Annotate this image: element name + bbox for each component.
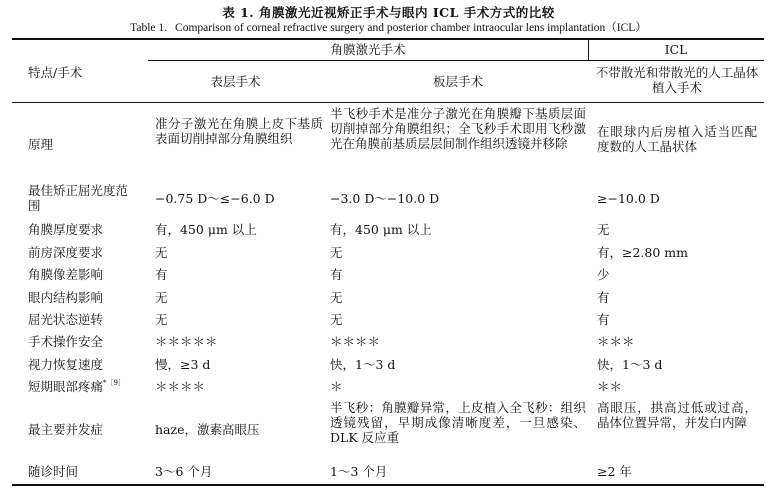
- row-chamber-depth-icl: 有，≥2.80 mm: [597, 245, 688, 260]
- header-laser-group: 角膜激光手术: [330, 42, 406, 57]
- header-lamellar: 板层手术: [432, 74, 483, 89]
- row-cornea-thickness-lamellar: 有，450 μm 以上: [330, 222, 432, 237]
- row-reversal-icl: 有: [597, 312, 610, 327]
- row-followup-feature: 随诊时间: [28, 464, 79, 479]
- row-pain-lamellar: ＊: [330, 379, 343, 394]
- row-intraocular-feature: 眼内结构影响: [28, 290, 104, 305]
- row-safety-surface: ＊＊＊＊＊: [155, 334, 218, 349]
- row-chamber-depth-surface: 无: [155, 245, 168, 260]
- row-cornea-thickness-icl: 无: [597, 222, 610, 237]
- row-chamber-depth-feature: 前房深度要求: [28, 245, 104, 260]
- header-rule: [12, 102, 764, 103]
- row-followup-surface: 3～6 个月: [155, 464, 213, 479]
- table-caption-en: [0, 19, 777, 35]
- header-icl-sub: 不带散光和带散光的人工晶体植入手术: [595, 65, 759, 95]
- header-surface: 表层手术: [210, 74, 261, 89]
- header-icl-group: ICL: [664, 42, 688, 57]
- row-range-icl: ≥−10.0 D: [597, 191, 660, 206]
- row-aberration-lamellar: 有: [330, 267, 343, 282]
- row-followup-icl: ≥2 年: [597, 464, 632, 479]
- row-reversal-feature: 屈光状态逆转: [28, 312, 104, 327]
- row-pain-feature: [28, 379, 125, 397]
- row-cornea-thickness-surface: 有，450 μm 以上: [155, 222, 257, 237]
- row-complication-lamellar: 半飞秒：角膜瓣异常，上皮植入全飞秒：组织透镜残留，早期成像清晰度差，一旦感染、DLK 反应重: [330, 400, 586, 445]
- row-followup-lamellar: 1～3 个月: [330, 464, 388, 479]
- row-intraocular-surface: 无: [155, 290, 168, 305]
- table-label-en: Table 1.: [130, 22, 168, 34]
- row-cornea-thickness-feature: 角膜厚度要求: [28, 222, 104, 237]
- group-underline: [148, 60, 764, 61]
- row-recovery-icl: 快，1～3 d: [597, 357, 663, 372]
- row-pain-feature-label: 短期眼部疼痛: [28, 379, 104, 394]
- row-chamber-depth-lamellar: 无: [330, 245, 343, 260]
- row-aberration-feature: 角膜像差影响: [28, 267, 104, 282]
- row-aberration-icl: 少: [597, 267, 610, 282]
- row-principle-feature: 原理: [28, 137, 54, 152]
- row-intraocular-lamellar: 无: [330, 290, 343, 305]
- bottom-rule: [12, 484, 764, 486]
- row-principle-lamellar: 半飞秒手术是准分子激光在角膜瓣下基质层面切削掉部分角膜组织；全飞秒手术即用飞秒激光在角膜前基质层层间制作组织透镜并移除: [330, 106, 586, 151]
- row-reversal-surface: 无: [155, 312, 168, 327]
- top-rule: [12, 38, 764, 40]
- row-complication-surface: haze，激素高眼压: [155, 422, 260, 437]
- row-pain-citation: *［9］: [103, 379, 125, 387]
- row-safety-lamellar: ＊＊＊＊: [330, 334, 381, 349]
- header-feature: 特点/手术: [28, 65, 83, 80]
- row-pain-icl: ＊＊: [597, 379, 623, 394]
- row-pain-surface: ＊＊＊＊: [155, 379, 206, 394]
- row-range-surface: −0.75 D～≤−6.0 D: [155, 191, 275, 206]
- row-aberration-surface: 有: [155, 267, 168, 282]
- row-recovery-lamellar: 快，1～3 d: [330, 357, 396, 372]
- row-range-lamellar: −3.0 D～−10.0 D: [330, 191, 440, 206]
- row-safety-feature: 手术操作安全: [28, 334, 104, 349]
- row-complication-feature: 最主要并发症: [28, 422, 104, 437]
- row-principle-icl: 在眼球内后房植入适当匹配度数的人工晶状体: [597, 124, 757, 154]
- row-principle-surface: 准分子激光在角膜上皮下基质表面切削掉部分角膜组织: [155, 116, 323, 146]
- row-recovery-surface: 慢，≥3 d: [155, 357, 211, 372]
- table-title-en: Comparison of corneal refractive surgery and posterior chamber intraocular lens implantation（ICL）: [175, 22, 647, 34]
- row-intraocular-icl: 有: [597, 290, 610, 305]
- row-recovery-feature: 视力恢复速度: [28, 357, 104, 372]
- row-reversal-lamellar: 无: [330, 312, 343, 327]
- table-caption-cn: 表 1. 角膜激光近视矫正手术与眼内 ICL 手术方式的比较: [222, 5, 555, 20]
- row-safety-icl: ＊＊＊: [597, 334, 635, 349]
- row-complication-icl: 高眼压，拱高过低或过高，晶体位置异常，并发白内障: [597, 400, 757, 430]
- row-range-feature: 最佳矫正屈光度范围: [28, 183, 129, 213]
